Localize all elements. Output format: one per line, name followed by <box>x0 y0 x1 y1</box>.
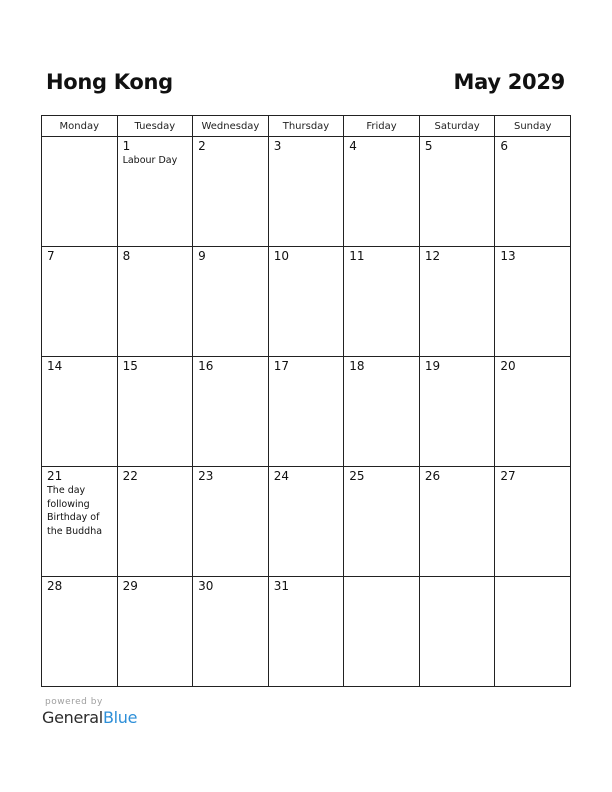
day-number: 26 <box>424 469 441 483</box>
day-number: 10 <box>273 249 289 263</box>
day-cell <box>419 137 495 247</box>
day-number <box>344 577 419 580</box>
day-cell <box>344 467 420 577</box>
day-number: 7 <box>47 249 55 263</box>
day-number: 15 <box>122 359 138 373</box>
day-number: 20 <box>500 359 516 373</box>
day-number: 14 <box>47 359 63 373</box>
day-number: 12 <box>424 249 441 263</box>
day-number: 24 <box>273 469 289 483</box>
day-number: 19 <box>424 359 441 373</box>
day-number: 4 <box>349 139 357 153</box>
powered-by-label: powered by <box>45 697 103 707</box>
day-number: 25 <box>349 469 365 483</box>
day-number: 18 <box>349 359 365 373</box>
week-row <box>42 137 571 247</box>
week-row <box>42 577 571 687</box>
weekday-header: Thursday <box>268 116 344 137</box>
calendar-grid <box>41 115 571 687</box>
day-cell <box>344 137 420 247</box>
day-cell <box>117 357 193 467</box>
day-number: 30 <box>198 579 214 593</box>
day-number <box>420 577 495 580</box>
day-cell <box>193 137 269 247</box>
day-number: 22 <box>122 469 138 483</box>
day-cell <box>344 357 420 467</box>
day-number: 6 <box>500 139 509 153</box>
day-cell <box>193 247 269 357</box>
day-cell <box>42 247 118 357</box>
day-number <box>495 577 570 580</box>
day-cell <box>495 357 571 467</box>
day-cell <box>419 467 495 577</box>
weekday-header: Monday <box>42 116 118 137</box>
week-row <box>42 467 571 577</box>
day-cell <box>42 137 118 247</box>
day-cell <box>495 247 571 357</box>
day-cell <box>495 467 571 577</box>
day-cell <box>42 357 118 467</box>
day-number: 9 <box>198 249 206 263</box>
day-number: 13 <box>500 249 516 263</box>
day-cell <box>117 467 193 577</box>
day-cell <box>268 357 344 467</box>
day-cell <box>419 247 495 357</box>
day-cell <box>419 577 495 687</box>
day-number: 2 <box>198 139 206 153</box>
logo-text-general: General <box>42 708 103 727</box>
day-cell <box>117 137 193 247</box>
week-row <box>42 357 571 467</box>
day-cell <box>193 357 269 467</box>
day-cell <box>495 137 571 247</box>
day-number: 5 <box>424 139 433 153</box>
day-cell <box>42 577 118 687</box>
day-cell <box>268 467 344 577</box>
day-cell <box>268 247 344 357</box>
day-number: 8 <box>122 249 131 263</box>
holiday-label: The day following Birthday of the Buddha <box>47 485 103 537</box>
day-cell <box>42 467 118 577</box>
weekday-header: Sunday <box>495 116 571 137</box>
day-number: 27 <box>500 469 516 483</box>
day-number: 28 <box>47 579 63 593</box>
day-number <box>42 137 117 140</box>
day-cell <box>419 357 495 467</box>
week-row <box>42 247 571 357</box>
day-number: 17 <box>273 359 289 373</box>
day-number: 3 <box>273 139 282 153</box>
weekday-header: Saturday <box>419 116 495 137</box>
day-cell <box>117 247 193 357</box>
day-cell <box>117 577 193 687</box>
day-cell <box>344 247 420 357</box>
day-number: 31 <box>273 579 289 593</box>
day-cell <box>268 137 344 247</box>
holiday-label: Labour Day <box>122 155 178 166</box>
day-number: 16 <box>198 359 214 373</box>
generalblue-logo[interactable] <box>42 708 137 727</box>
day-cell <box>495 577 571 687</box>
day-number: 11 <box>349 249 365 263</box>
day-number: 29 <box>122 579 138 593</box>
weekday-header: Tuesday <box>117 116 193 137</box>
day-cell <box>344 577 420 687</box>
month-year-title: May 2029 <box>453 70 565 94</box>
weekday-header-row <box>42 116 571 137</box>
weekday-header: Friday <box>344 116 420 137</box>
day-number: 1 <box>122 139 131 153</box>
day-cell <box>268 577 344 687</box>
day-number: 23 <box>198 469 214 483</box>
location-title: Hong Kong <box>46 70 173 94</box>
day-cell <box>193 577 269 687</box>
day-cell <box>193 467 269 577</box>
weekday-header: Wednesday <box>193 116 269 137</box>
logo-text-blue: Blue <box>102 708 138 727</box>
day-number: 21 <box>47 469 63 483</box>
